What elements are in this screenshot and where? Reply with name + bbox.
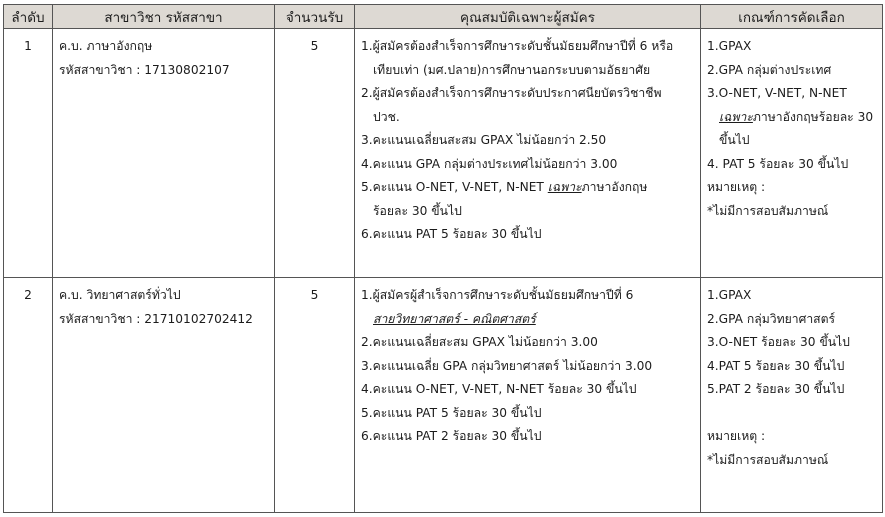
criteria-line: ขึ้นไป bbox=[719, 133, 750, 147]
criteria-line: 2.GPA กลุ่มวิทยาศาสตร์ bbox=[707, 311, 836, 326]
seats-cell: 5 bbox=[275, 278, 355, 513]
row-number: 1 bbox=[4, 29, 53, 278]
header-qualifications: คุณสมบัติเฉพาะผู้สมัคร bbox=[355, 5, 701, 29]
criteria-line: 1.GPAX bbox=[707, 39, 752, 53]
qualifications-cell bbox=[355, 29, 701, 278]
table-row bbox=[4, 278, 883, 513]
seats-cell: 5 bbox=[275, 29, 355, 278]
program-cell bbox=[53, 29, 275, 278]
program-name: ค.บ. วิทยาศาสตร์ทั่วไป bbox=[59, 288, 181, 302]
qualification-line: เทียบเท่า (มศ.ปลาย)การศึกษานอกระบบตามอัธยาศัย bbox=[373, 62, 651, 77]
row-number: 2 bbox=[4, 278, 53, 513]
qualification-line: 6.คะแนน PAT 2 ร้อยละ 30 ขึ้นไป bbox=[361, 429, 542, 443]
qualification-line: 1.ผู้สมัครผู้สำเร็จการศึกษาระดับชั้นมัธยมศึกษาปีที่ 6 bbox=[361, 288, 634, 302]
emphasis-text: เฉพาะ bbox=[719, 109, 753, 124]
table-row bbox=[4, 29, 883, 278]
qualification-line: 3.คะแนนเฉลี่ย GPA กลุ่มวิทยาศาสตร์ ไม่น้อยกว่า 3.00 bbox=[361, 358, 653, 373]
emphasis-text: เฉพาะ bbox=[547, 180, 582, 194]
qualification-line: ปวช. bbox=[373, 109, 400, 124]
qualification-line: ร้อยละ 30 ขึ้นไป bbox=[373, 203, 462, 218]
qualification-line bbox=[361, 176, 694, 200]
program-cell bbox=[53, 278, 275, 513]
program-name: ค.บ. ภาษาอังกฤษ bbox=[59, 39, 153, 53]
qualification-text: 5.คะแนน O-NET, V-NET, N-NET bbox=[361, 180, 548, 194]
header-program: สาขาวิชา รหัสสาขา bbox=[53, 5, 275, 29]
criteria-line: 4. PAT 5 ร้อยละ 30 ขึ้นไป bbox=[707, 156, 849, 171]
qualification-line: 5.คะแนน PAT 5 ร้อยละ 30 ขึ้นไป bbox=[361, 405, 542, 420]
qualifications-cell bbox=[355, 278, 701, 513]
criteria-line: 3.O-NET ร้อยละ 30 ขึ้นไป bbox=[707, 335, 850, 349]
qualification-line: 1.ผู้สมัครต้องสำเร็จการศึกษาระดับชั้นมัธยมศึกษาปีที่ 6 หรือ bbox=[361, 39, 674, 53]
note-text: *ไม่มีการสอบสัมภาษณ์ bbox=[707, 452, 829, 467]
program-code: รหัสสาขาวิชา : 21710102702412 bbox=[59, 311, 253, 326]
qualification-line: 3.คะแนนเฉลี่ยนสะสม GPAX ไม่น้อยกว่า 2.50 bbox=[361, 133, 607, 147]
spacer bbox=[707, 402, 876, 426]
criteria-line bbox=[707, 106, 876, 130]
admission-table bbox=[3, 4, 883, 513]
criteria-line: 4.PAT 5 ร้อยละ 30 ขึ้นไป bbox=[707, 358, 845, 373]
criteria-cell bbox=[701, 278, 883, 513]
header-row bbox=[4, 5, 883, 29]
criteria-line: 5.PAT 2 ร้อยละ 30 ขึ้นไป bbox=[707, 382, 845, 396]
criteria-cell bbox=[701, 29, 883, 278]
qualification-line: สายวิทยาศาสตร์ - คณิตศาสตร์ bbox=[373, 311, 536, 326]
qualification-line: 4.คะแนน GPA กลุ่มต่างประเทศไม่น้อยกว่า 3.00 bbox=[361, 156, 618, 171]
program-code: รหัสสาขาวิชา : 17130802107 bbox=[59, 62, 230, 77]
criteria-line: 1.GPAX bbox=[707, 288, 752, 302]
note-text: *ไม่มีการสอบสัมภาษณ์ bbox=[707, 203, 829, 218]
criteria-line: 3.O-NET, V-NET, N-NET bbox=[707, 86, 847, 100]
qualification-text: ภาษาอังกฤษ bbox=[581, 180, 648, 194]
criteria-line: 2.GPA กลุ่มต่างประเทศ bbox=[707, 62, 832, 77]
qualification-line: 6.คะแนน PAT 5 ร้อยละ 30 ขึ้นไป bbox=[361, 227, 542, 241]
qualification-line: 2.คะแนนเฉลี่ยสะสม GPAX ไม่น้อยกว่า 3.00 bbox=[361, 335, 598, 349]
qualification-line: 2.ผู้สมัครต้องสำเร็จการศึกษาระดับประกาศนียบัตรวิชาชีพ bbox=[361, 86, 662, 100]
note-label: หมายเหตุ : bbox=[707, 180, 766, 194]
note-label: หมายเหตุ : bbox=[707, 429, 766, 443]
header-seats: จำนวนรับ bbox=[275, 5, 355, 29]
header-no: ลำดับ bbox=[4, 5, 53, 29]
header-criteria: เกณฑ์การคัดเลือก bbox=[701, 5, 883, 29]
qualification-line: 4.คะแนน O-NET, V-NET, N-NET ร้อยละ 30 ขึ้นไป bbox=[361, 382, 637, 396]
criteria-text: ภาษาอังกฤษร้อยละ 30 bbox=[752, 109, 874, 124]
